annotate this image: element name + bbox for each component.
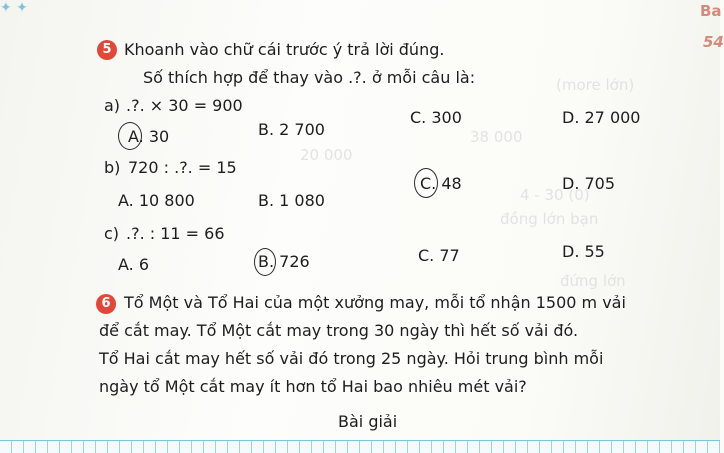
ghost-text: đồng lớn bạn — [500, 210, 599, 228]
solution-heading: Bài giải — [338, 412, 398, 431]
answer-option[interactable]: B. 2 700 — [258, 120, 325, 139]
answer-option[interactable]: C. 48 — [420, 174, 462, 193]
ghost-text: 4 - 30 (0) — [520, 186, 590, 204]
answer-circle-mark — [414, 168, 438, 198]
answer-option[interactable]: A. 6 — [118, 255, 150, 274]
ghost-text: 38 000 — [470, 128, 523, 146]
question-label: c) — [104, 224, 120, 243]
answer-option[interactable]: A. 10 800 — [118, 191, 195, 210]
question-expression: .?. : 11 = 66 — [126, 224, 225, 243]
answer-option[interactable]: C. 300 — [410, 108, 462, 127]
answer-option[interactable]: C. 77 — [418, 246, 460, 265]
exercise-number-badge: 5 — [97, 40, 117, 60]
problem-text-line: Tổ Hai cắt may hết số vải đó trong 25 ngày. Hỏi trung bình mỗi — [99, 349, 604, 368]
question-label: a) — [104, 96, 121, 115]
question-expression: .?. × 30 = 900 — [126, 96, 243, 115]
answer-option[interactable]: B. 1 080 — [258, 191, 325, 210]
answer-option[interactable]: A. 30 — [128, 127, 170, 146]
ghost-text: 20 000 — [300, 146, 353, 164]
question-expression: 720 : .?. = 15 — [128, 158, 237, 177]
answer-option[interactable]: B. 726 — [258, 252, 310, 271]
exercise-subtitle: Số thích hợp để thay vào .?. ở mỗi câu là: — [143, 68, 476, 87]
top-left-decoration: ✦ ✦ — [0, 0, 28, 16]
answer-circle-mark — [118, 122, 142, 150]
corner-label-side: 54 — [703, 33, 724, 51]
exercise-instruction: Khoanh vào chữ cái trước ý trả lời đúng. — [124, 40, 445, 59]
ghost-text: đứng lớn — [560, 272, 626, 290]
answer-option[interactable]: D. 705 — [562, 174, 616, 193]
exercise-number-badge: 6 — [96, 294, 116, 314]
writing-grid — [0, 440, 720, 453]
corner-label-top: Ba — [700, 2, 722, 20]
answer-option[interactable]: D. 27 000 — [562, 108, 641, 127]
answer-option[interactable]: D. 55 — [562, 242, 605, 261]
question-label: b) — [104, 158, 121, 177]
problem-text-line: để cắt may. Tổ Một cắt may trong 30 ngày thì hết số vải đó. — [99, 321, 579, 340]
ghost-text: (more lớn) — [556, 76, 635, 94]
problem-text-line: ngày tổ Một cắt may ít hơn tổ Hai bao nhiêu mét vải? — [99, 377, 527, 396]
problem-text-line: Tổ Một và Tổ Hai của một xưởng may, mỗi tổ nhận 1500 m vải — [124, 293, 626, 312]
answer-circle-mark — [254, 248, 276, 276]
